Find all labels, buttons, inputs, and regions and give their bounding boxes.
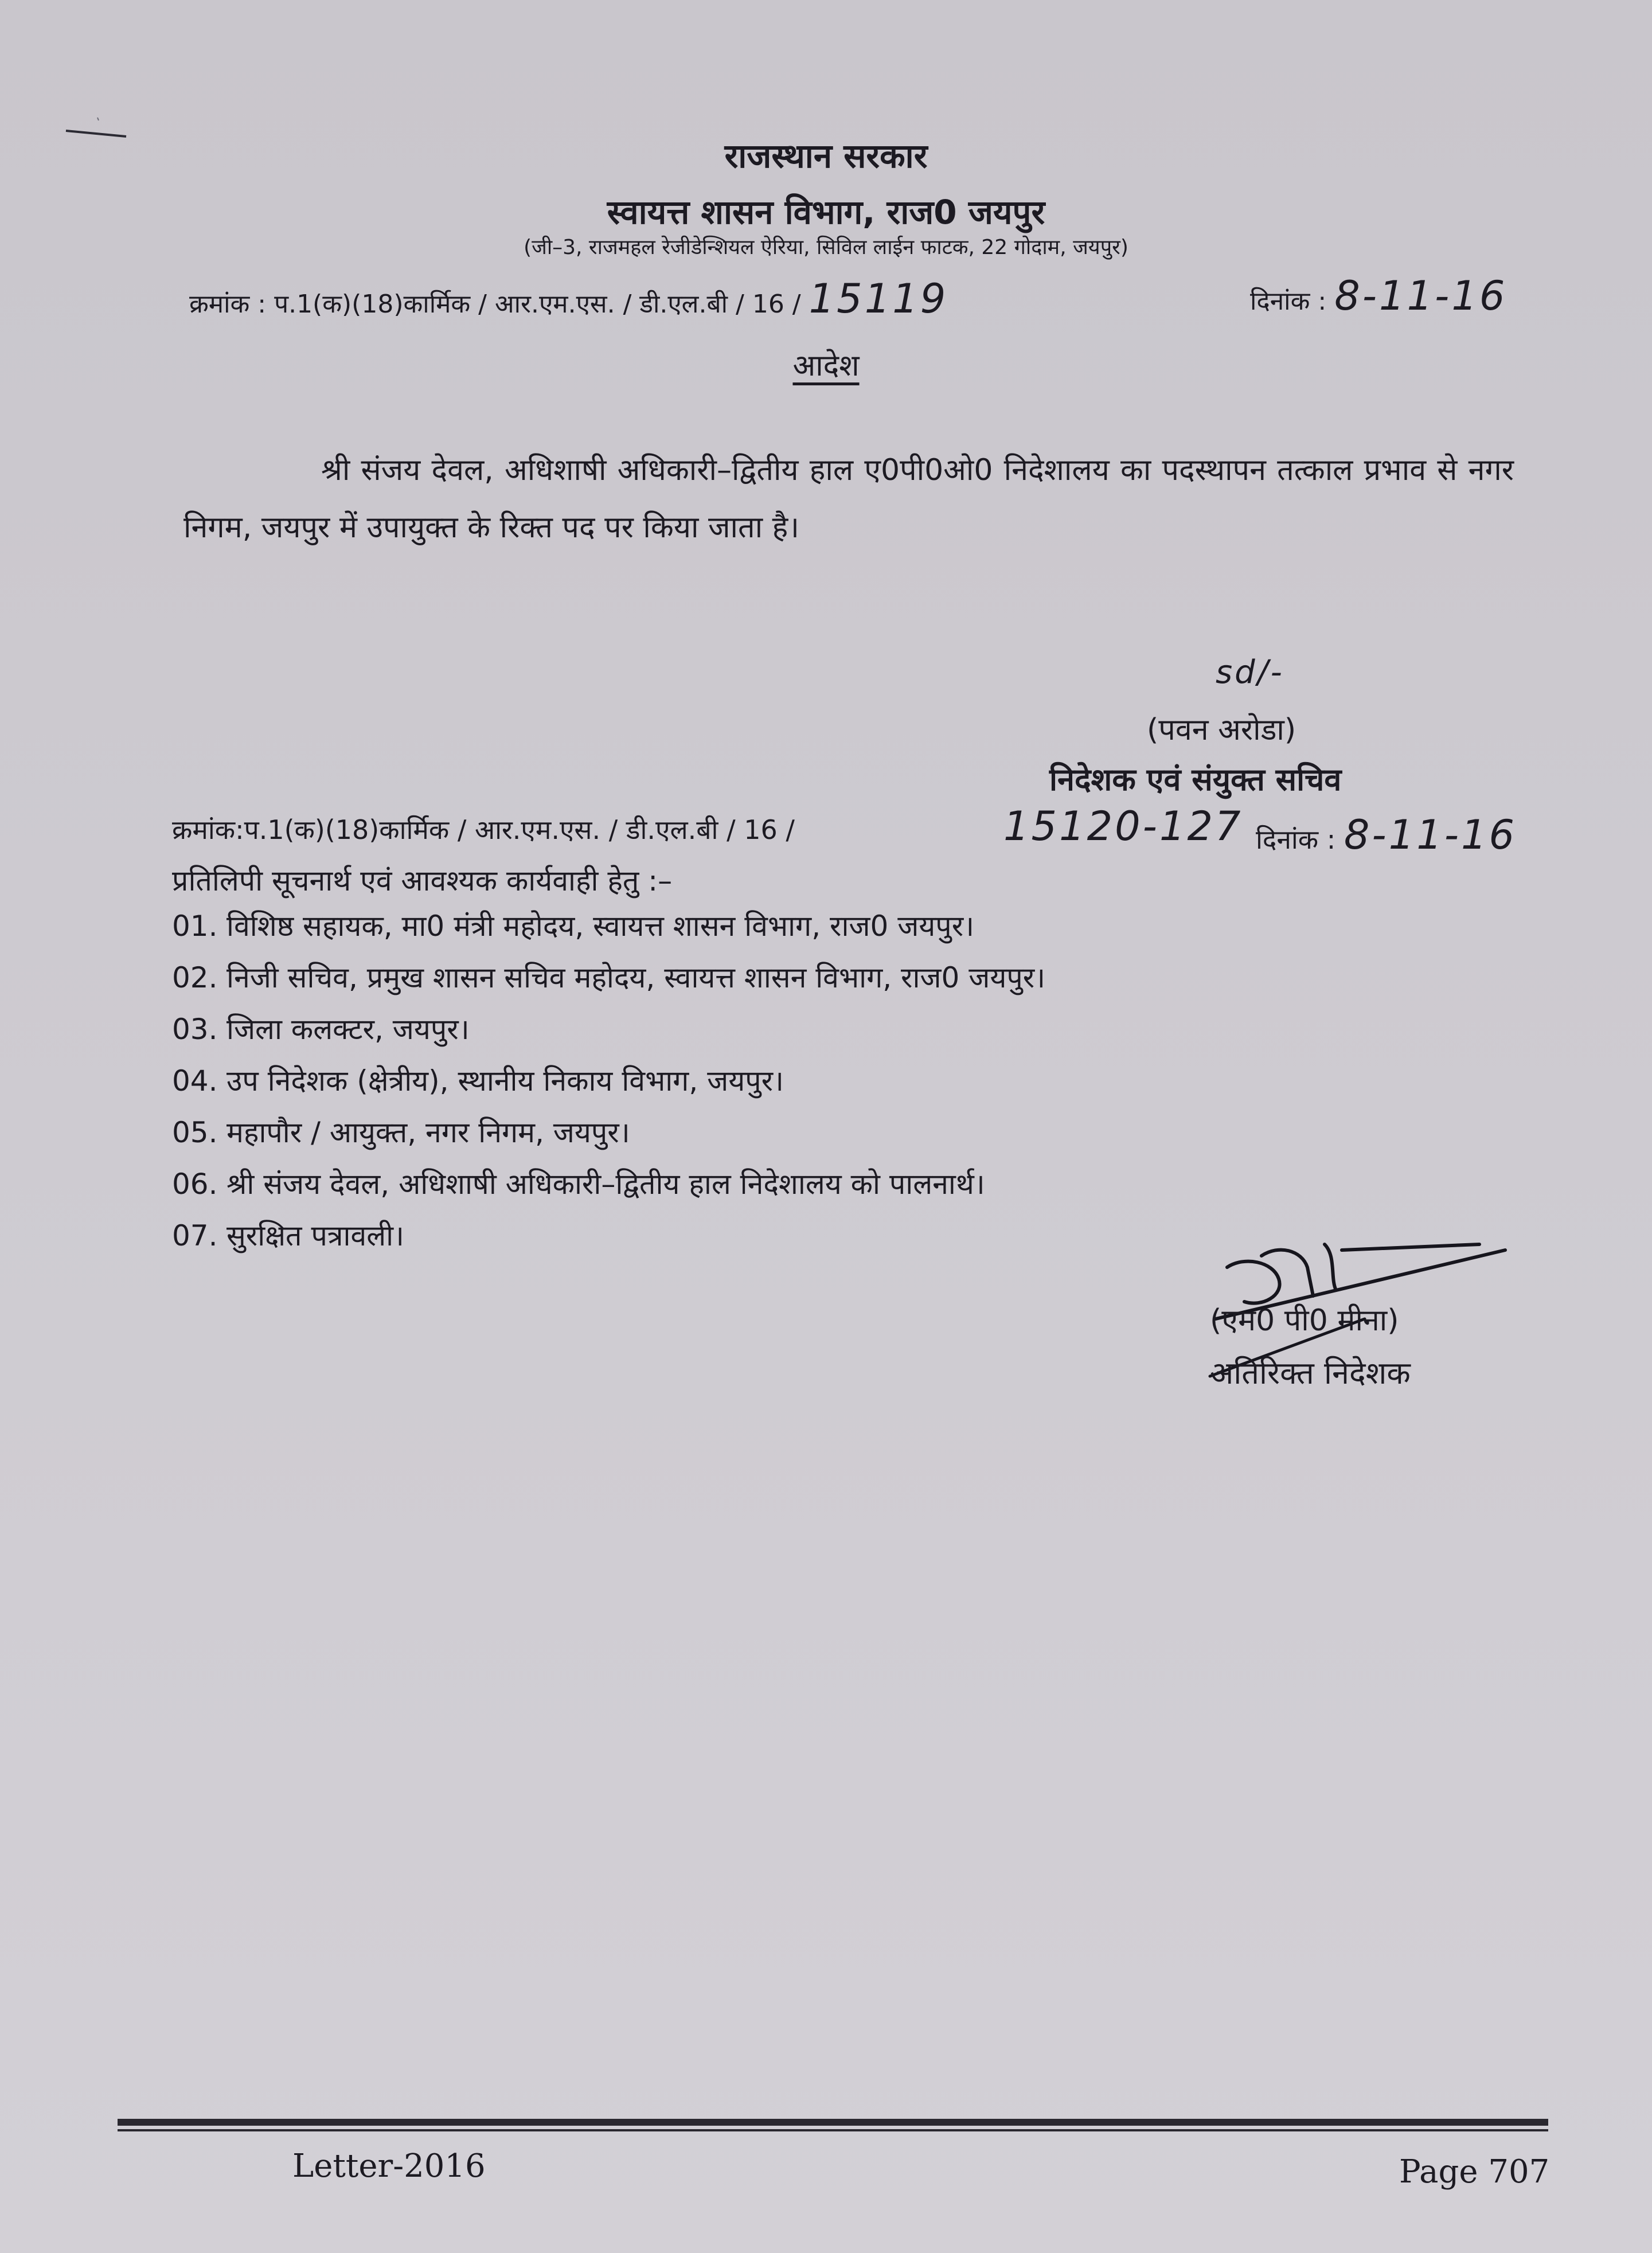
department-address: (जी–3, राजमहल रेजीडेन्शियल ऐरिया, सिविल लाईन फाटक, 22 गोदाम, जयपुर) — [524, 236, 1128, 259]
item-number: 06. — [172, 1168, 218, 1201]
signatory-mark — [1216, 654, 1353, 711]
item-text: श्री संजय देवल, अधिशाषी अधिकारी–द्वितीय हाल निदेशालय को पालनार्थ। — [226, 1168, 985, 1201]
copy-intro: प्रतिलिपी सूचनार्थ एवं आवश्यक कार्यवाही हेतु :– — [172, 864, 673, 897]
recipient-list — [172, 900, 1045, 1262]
second-signatory-name: (एम0 पी0 मीना) — [1210, 1303, 1399, 1338]
item-text: जिला कलक्टर, जयपुर। — [226, 1013, 470, 1046]
item-number: 04. — [172, 1064, 218, 1098]
list-item — [172, 952, 1045, 1003]
list-item — [172, 1107, 1045, 1158]
list-item — [172, 1210, 1045, 1262]
item-text: उप निदेशक (क्षेत्रीय), स्थानीय निकाय विभाग, जयपुर। — [226, 1064, 784, 1098]
footer-rule — [118, 2119, 1548, 2126]
item-number: 03. — [172, 1013, 218, 1046]
item-text: महापौर / आयुक्त, नगर निगम, जयपुर। — [226, 1116, 630, 1149]
footer-rule-thin — [118, 2129, 1548, 2131]
order-heading — [0, 344, 1652, 385]
handwritten-copy-number: 15120-127 — [1003, 803, 1243, 850]
item-number: 02. — [172, 961, 218, 994]
order-body: श्री संजय देवल, अधिशाषी अधिकारी–द्वितीय हाल ए0पी0ओ0 निदेशालय का पदस्थापन तत्काल प्रभाव से नगर निगम, जयपुर में उपायुक्त के रिक्त पद पर किया जाता है। — [183, 453, 1514, 545]
footer-letter-label: Letter-2016 — [292, 2147, 486, 2185]
copy-reference-label: क्रमांक:प.1(क)(18)कार्मिक / आर.एम.एस. / डी.एल.बी / 16 / — [172, 814, 795, 845]
sd-mark-text: sd/- — [1216, 654, 1284, 691]
order-date — [1250, 272, 1507, 319]
reference-label: क्रमांक : प.1(क)(18)कार्मिक / आर.एम.एस. / डी.एल.बी / 16 / — [189, 290, 801, 319]
department-title: स्वायत्त शासन विभाग, राज0 जयपुर — [607, 193, 1045, 232]
item-number: 01. — [172, 909, 218, 943]
copy-date-label: दिनांक : — [1256, 824, 1336, 855]
signatory-designation: निदेशक एवं संयुक्त सचिव — [1049, 762, 1342, 798]
handwritten-copy-date: 8-11-16 — [1344, 811, 1517, 858]
handwritten-date: 8-11-16 — [1334, 272, 1508, 319]
item-number: 07. — [172, 1219, 218, 1252]
order-title: आदेश — [792, 349, 860, 383]
second-signatory-designation: अतिरिक्त निदेशक — [1210, 1355, 1411, 1391]
government-title: राजस्थान सरकार — [724, 136, 928, 175]
copy-date — [1256, 811, 1517, 858]
list-item — [172, 1158, 1045, 1210]
date-label: दिनांक : — [1250, 287, 1327, 316]
item-text: निजी सचिव, प्रमुख शासन सचिव महोदय, स्वायत्त शासन विभाग, राज0 जयपुर। — [226, 961, 1046, 994]
list-item — [172, 1055, 1045, 1107]
order-reference — [189, 275, 948, 322]
list-item — [172, 900, 1045, 952]
handwritten-reference-number: 15119 — [809, 275, 948, 322]
item-text: विशिष्ठ सहायक, मा0 मंत्री महोदय, स्वायत्त शासन विभाग, राज0 जयपुर। — [226, 909, 975, 943]
item-number: 05. — [172, 1116, 218, 1149]
signatory-name: (पवन अरोडा) — [1147, 713, 1296, 747]
item-text: सुरक्षित पत्रावली। — [226, 1219, 404, 1252]
footer-page-number: Page 707 — [1399, 2153, 1550, 2190]
list-item — [172, 1003, 1045, 1055]
